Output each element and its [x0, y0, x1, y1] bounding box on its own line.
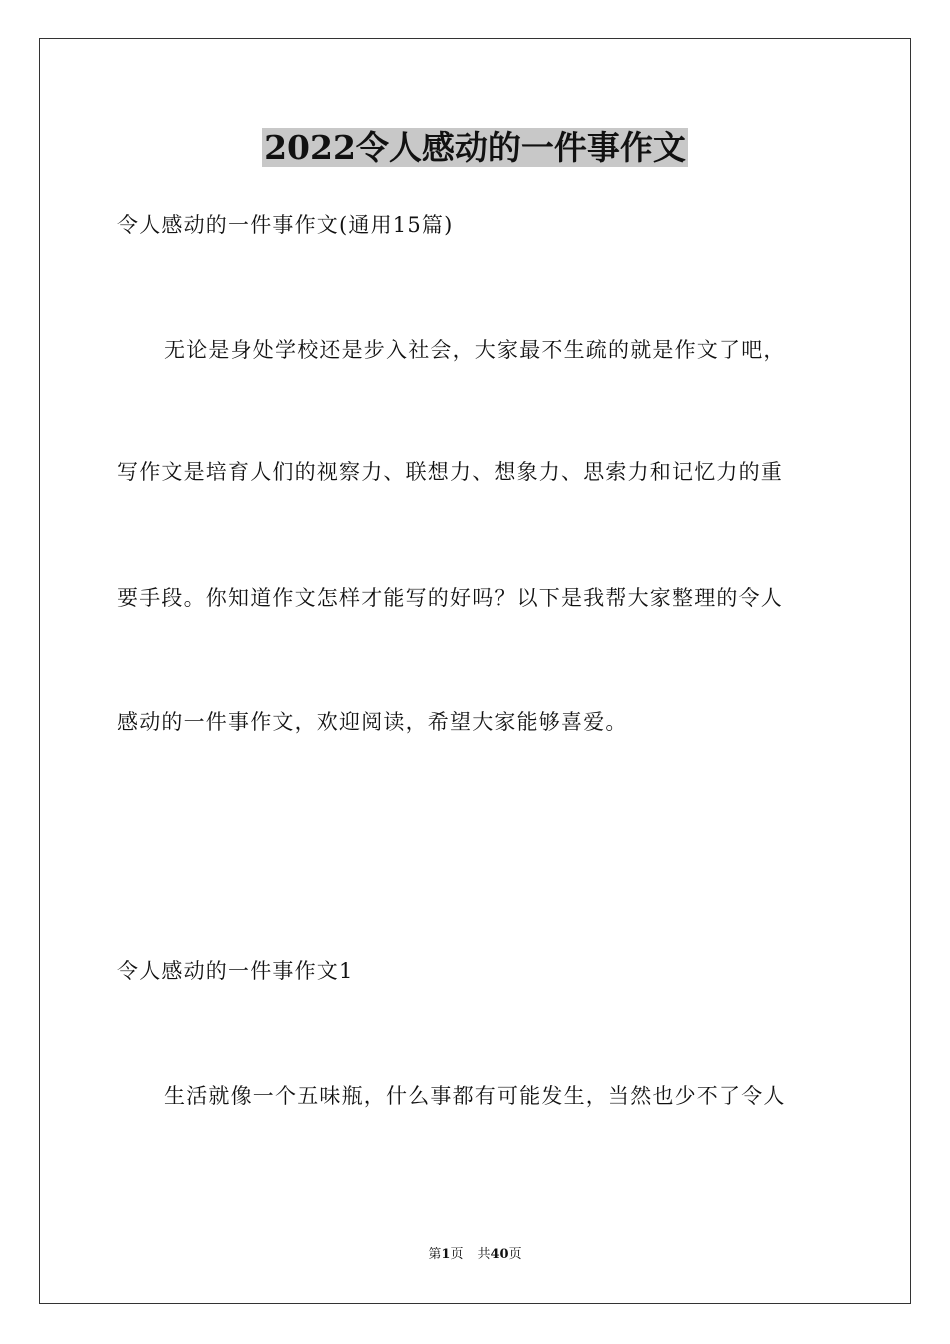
footer-total-prefix: 共 [477, 1247, 491, 1262]
document-title [0, 126, 950, 170]
intro-line-3: 要手段。你知道作文怎样才能写的好吗？以下是我帮大家整理的令人 [117, 586, 783, 610]
intro-line-4: 感动的一件事作文，欢迎阅读，希望大家能够喜爱。 [117, 710, 628, 734]
footer-page-number: 1 [441, 1247, 451, 1262]
document-subtitle: 令人感动的一件事作文(通用15篇) [117, 213, 454, 237]
footer-page-suffix: 页 [450, 1247, 464, 1262]
section-line-1: 生活就像一个五味瓶，什么事都有可能发生，当然也少不了令人 [164, 1084, 786, 1108]
intro-line-2: 写作文是培育人们的视察力、联想力、想象力、思索力和记忆力的重 [117, 460, 783, 484]
section-heading: 令人感动的一件事作文1 [117, 959, 354, 983]
page-footer [0, 1246, 950, 1264]
document-title-text: 2022令人感动的一件事作文 [264, 128, 686, 167]
footer-total-pages: 40 [490, 1247, 509, 1262]
footer-total-suffix: 页 [508, 1247, 522, 1262]
footer-page-prefix: 第 [428, 1247, 442, 1262]
intro-line-1: 无论是身处学校还是步入社会，大家最不生疏的就是作文了吧， [164, 338, 786, 362]
